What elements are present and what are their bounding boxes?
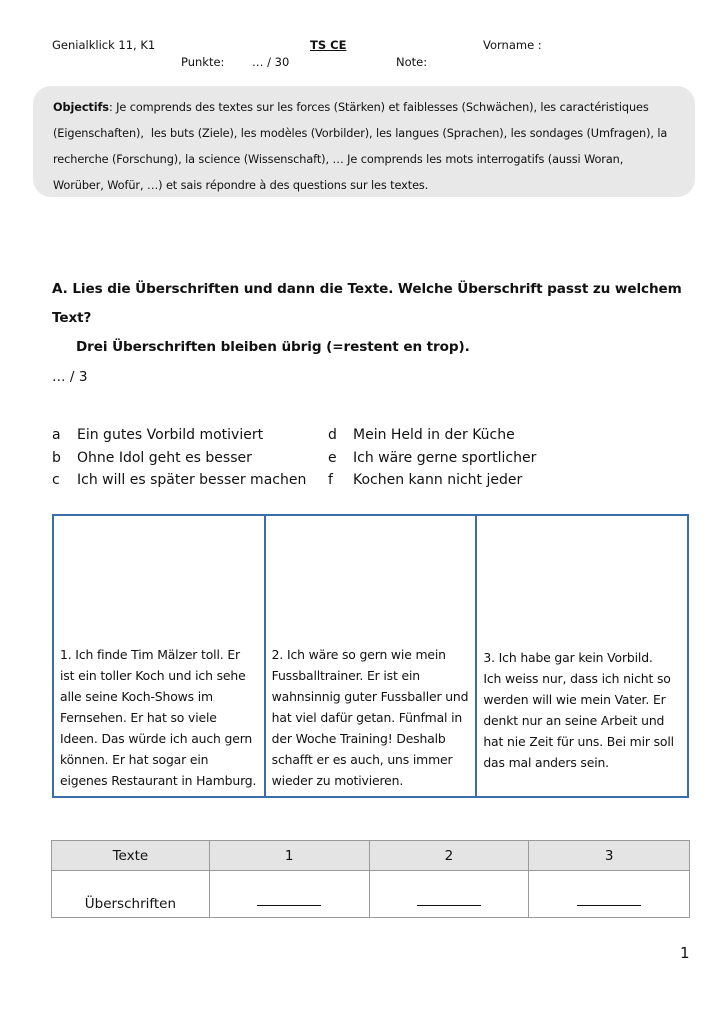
headings-column-left bbox=[52, 424, 306, 492]
text-2-line: Fussballtrainer. Er ist ein bbox=[271, 668, 420, 683]
text-2-line: wahnsinnig guter Fussballer und bbox=[271, 689, 469, 704]
text-1-line: eigenes Restaurant in Hamburg. bbox=[60, 773, 257, 788]
text-2-line: hat viel dafür getan. Fünfmal in bbox=[271, 710, 463, 725]
book-reference: Genialklick 11, K1 bbox=[52, 38, 156, 52]
test-title: TS CE bbox=[310, 38, 347, 52]
heading-item-b: b Ohne Idol geht es besser bbox=[52, 449, 252, 466]
text-cell-1 bbox=[54, 516, 266, 796]
heading-item-d: d Mein Held in der Küche bbox=[328, 427, 515, 443]
text-1-line: 1. Ich finde Tim Mälzer toll. Er bbox=[60, 647, 240, 662]
answer-cell-2[interactable] bbox=[369, 871, 529, 918]
text-2-line: der Woche Training! Deshalb bbox=[271, 731, 446, 746]
answer-blank-3[interactable] bbox=[577, 904, 641, 906]
texts-header-label: Texte bbox=[52, 841, 210, 871]
grade-label: Note: bbox=[396, 55, 428, 69]
answer-grid bbox=[51, 840, 690, 918]
text-column-3: 3 bbox=[529, 841, 690, 871]
text-cell-3 bbox=[477, 516, 687, 796]
text-3-line: hat nie Zeit für uns. Bei mir soll bbox=[483, 734, 674, 749]
text-1-line: Fernsehen. Er hat so viele bbox=[60, 710, 217, 725]
answer-cell-1[interactable] bbox=[209, 871, 369, 918]
text-cell-2 bbox=[266, 516, 478, 796]
exercise-a-score: … / 3 bbox=[52, 369, 88, 385]
first-name-label: Vorname : bbox=[483, 38, 542, 52]
text-2-line: 2. Ich wäre so gern wie mein bbox=[271, 647, 446, 662]
answer-blank-2[interactable] bbox=[417, 904, 481, 906]
heading-item-c: c Ich will es später besser machen bbox=[52, 472, 307, 488]
text-2-line: schafft er es auch, uns immer bbox=[271, 752, 453, 767]
text-column-1: 1 bbox=[209, 841, 369, 871]
text-3-line: Ich weiss nur, dass ich nicht so bbox=[483, 671, 671, 686]
texts-table bbox=[52, 514, 689, 798]
objectives-line-2: (Eigenschaften), les buts (Ziele), les modèles (Vorbilder), les langues (Sprachen), les sondages (Umfragen), la bbox=[53, 127, 668, 140]
text-3-line: werden will wie mein Vater. Er bbox=[483, 692, 666, 707]
text-2-line: wieder zu motivieren. bbox=[271, 773, 404, 788]
objectives-line-3: recherche (Forschung), la science (Wissenschaft), … Je comprends les mots interrogatifs (aussi Woran, bbox=[53, 153, 624, 166]
text-1-line: alle seine Koch-Shows im bbox=[60, 689, 213, 704]
points-value: … / 30 bbox=[252, 55, 290, 69]
exercise-a-instruction bbox=[52, 275, 682, 362]
headings-column-right bbox=[328, 424, 536, 492]
text-1-line: ist ein toller Koch und ich sehe bbox=[60, 668, 246, 683]
exercise-a-instruction-line-2: Text? bbox=[52, 310, 92, 326]
heading-item-f: f Kochen kann nicht jeder bbox=[328, 472, 523, 488]
text-3-line: denkt nur an seine Arbeit und bbox=[483, 713, 665, 728]
objectives-label: Objectifs bbox=[53, 101, 109, 114]
heading-item-a: a Ein gutes Vorbild motiviert bbox=[52, 427, 264, 443]
answer-grid-header-row bbox=[52, 841, 690, 871]
objectives-line-1: Objectifs: Je comprends des textes sur les forces (Stärken) et faiblesses (Schwächen), les caractéristiques bbox=[53, 101, 649, 114]
exercise-a-note: Drei Überschriften bleiben übrig (=restent en trop). bbox=[76, 339, 470, 355]
page-number: 1 bbox=[680, 944, 690, 962]
points-label: Punkte: bbox=[181, 55, 225, 69]
objectives-box bbox=[33, 86, 695, 197]
objectives-line-4: Worüber, Wofür, …) et sais répondre à des questions sur les textes. bbox=[53, 179, 429, 192]
answer-blank-1[interactable] bbox=[257, 904, 321, 906]
headings-row-label: Überschriften bbox=[52, 871, 210, 918]
text-column-2: 2 bbox=[369, 841, 529, 871]
answer-cell-3[interactable] bbox=[529, 871, 690, 918]
exercise-a-instruction-line-1: A. Lies die Überschriften und dann die Texte. Welche Überschrift passt zu welchem bbox=[52, 281, 682, 297]
heading-item-e: e Ich wäre gerne sportlicher bbox=[328, 449, 537, 466]
answer-grid-answer-row bbox=[52, 871, 690, 918]
text-1-line: Ideen. Das würde ich auch gern bbox=[60, 731, 253, 746]
text-1-line: können. Er hat sogar ein bbox=[60, 752, 209, 767]
text-3-line: 3. Ich habe gar kein Vorbild. bbox=[483, 650, 653, 665]
text-3-line: das mal anders sein. bbox=[483, 755, 609, 770]
